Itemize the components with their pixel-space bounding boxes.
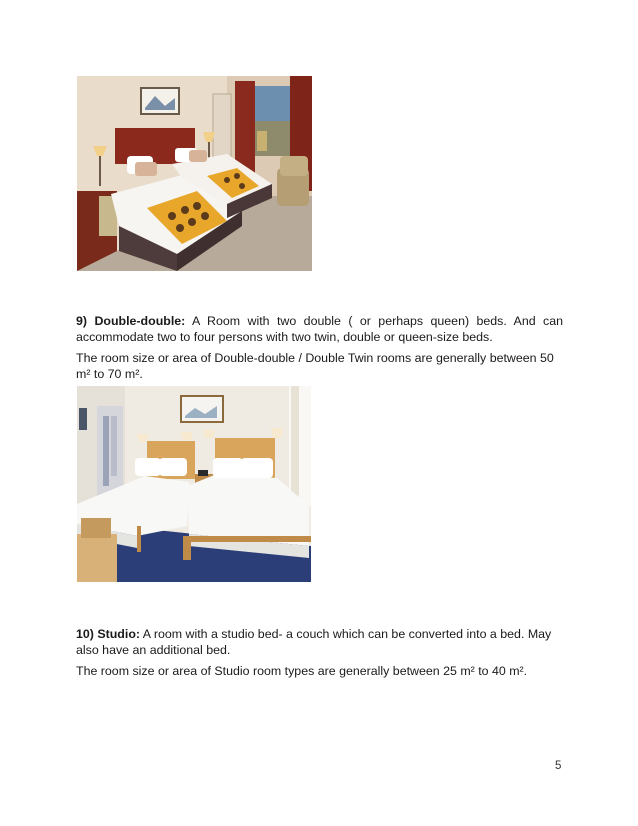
studio-text: A room with a studio bed- a couch which can be converted into a bed. May also have an additional bed. [76, 627, 552, 657]
double-double-text: A Room with two double ( or perhaps queen) beds. And can accommodate two to four persons with two twin, double or queen-size beds. [76, 314, 563, 344]
studio-heading: 10) Studio: [76, 627, 141, 641]
double-double-description [76, 313, 563, 345]
double-double-heading: 9) Double-double: [76, 314, 186, 328]
studio-size-note: The room size or area of Studio room types are generally between 25 m² to 40 m². [76, 664, 528, 678]
page-number: 5 [555, 760, 562, 772]
studio-description [76, 626, 563, 658]
double-double-size-note: The room size or area of Double-double / Double Twin rooms are generally between 50 m² to 70 m². [76, 351, 554, 381]
double-double-room-photo [77, 386, 311, 582]
twin-room-photo [77, 76, 312, 271]
